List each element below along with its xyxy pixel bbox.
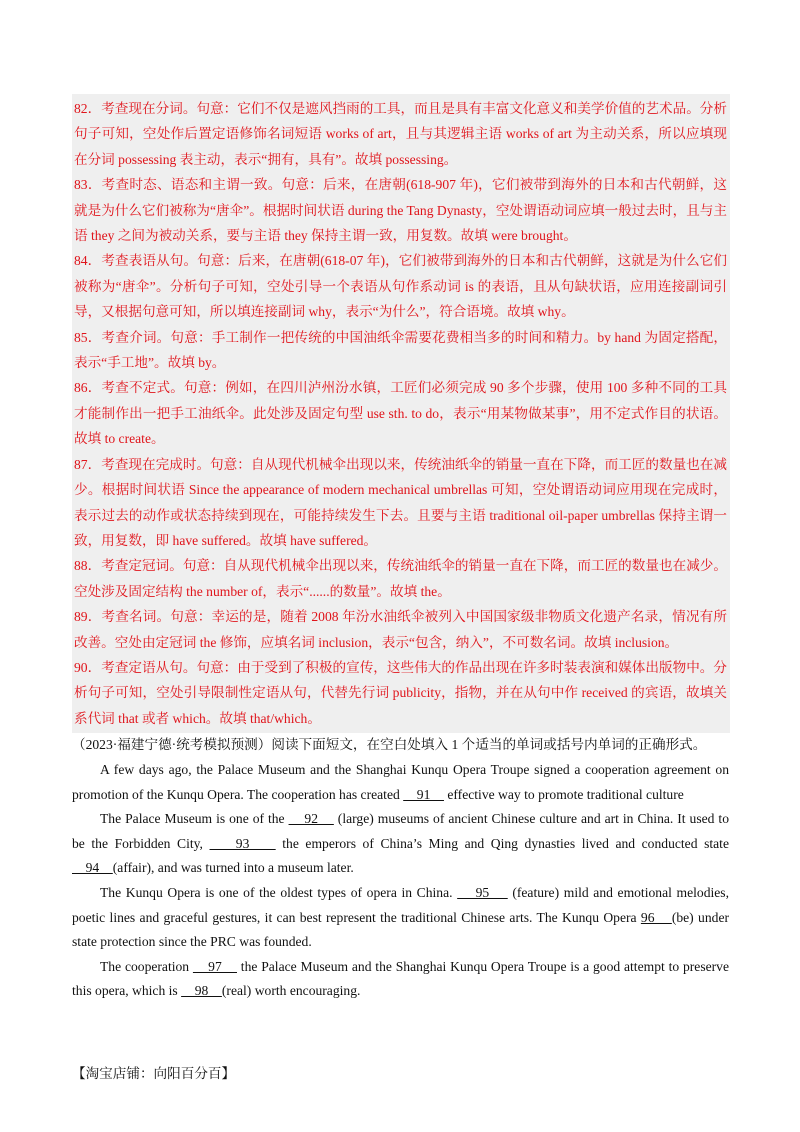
passage-paragraph-2 [72, 807, 729, 881]
answer-82: 82．考查现在分词。句意：它们不仅是遮风挡雨的工具，而且是具有丰富文化意义和美学价值的艺术品。分析句子可知，空处作后置定语修饰名词短语 works of art，且与其逻辑主语 works of art 为主动关系，所以应填现在分词 possessing 表主动，表示“拥有，具有”。故填 possessing。 [74, 101, 727, 167]
exercise-instruction: （2023·福建宁德·统考模拟预测）阅读下面短文，在空白处填入 1 个适当的单词或括号内单词的正确形式。 [72, 737, 707, 752]
passage-text: the Palace Museum and the Shanghai Kunqu Opera Troupe is a good attempt to preserve this opera, which is [72, 958, 729, 999]
blank-95: 95 [457, 884, 508, 900]
answer-83: 83．考查时态、语态和主谓一致。句意：后来，在唐朝(618-907 年)，它们被带到海外的日本和古代朝鲜，这就是为什么它们被称为“唐伞”。根据时间状语 during the Tang Dynasty，空处谓语动词应填一般过去时，且与主语 they 之间为被动关系，要与主语 they 保持主谓一致，用复数。故填 were brought。 [74, 177, 727, 244]
passage-text: (be) under state protection since the PRC was founded. [72, 909, 729, 950]
passage-paragraph-4 [72, 955, 729, 1004]
answer-88: 88．考查定冠词。句意：自从现代机械伞出现以来，传统油纸伞的销量一直在下降，而工匠的数量也在减少。空处涉及固定结构 the number of，表示“......的数量”。故填 the。 [74, 558, 727, 599]
answer-explanations [72, 94, 730, 733]
blank-93: 93 [209, 835, 276, 851]
answer-89: 89．考查名词。句意：幸运的是，随着 2008 年汾水油纸伞被列入中国国家级非物质文化遗产名录，情况有所改善。空处由定冠词 the 修饰，应填名词 inclusion，表示“包含，纳入”，不可数名词。故填 inclusion。 [74, 609, 727, 650]
blank-97: 97 [192, 958, 237, 974]
passage-text: The cooperation [100, 958, 193, 974]
answer-87: 87．考查现在完成时。句意：自从现代机械伞出现以来，传统油纸伞的销量一直在下降，而工匠的数量也在减少。根据时间状语 Since the appearance of modern mechanical umbrellas 可知，空处谓语动词应用现在完成时，表示过去的动作或状态持续到现在，可能持续发生下去。且要与主语 traditional oil-paper umbrellas 保持主谓一致，用复数，即 have suffered。故填 have suffered。 [74, 456, 727, 548]
passage-text: (large) museums of ancient Chinese culture and art in China. It used to be the Forbidden City, [72, 811, 729, 851]
passage-paragraph-3 [72, 881, 729, 955]
answer-90: 90．考查定语从句。句意：由于受到了积极的宣传，这些伟大的作品出现在许多时装表演和媒体出版物中。分析句子可知，空处引导限制性定语从句，代替先行词 publicity，指物，并在从句中作 received 的宾语，故填关系代词 that 或者 which。故填 that/which。 [74, 659, 727, 726]
passage-text: the emperors of China’s Ming and Qing dynasties lived and conducted state [275, 835, 729, 851]
blank-96: 96 [640, 909, 672, 925]
passage-paragraph-1 [72, 758, 729, 807]
answer-84: 84．考查表语从句。句意：后来，在唐朝(618-07 年)，它们被带到海外的日本和古代朝鲜，这就是为什么它们被称为“唐伞”。分析句子可知，空处引导一个表语从句作系动词 is 的表语，且从句缺状语，应用连接副词引导，又根据句意可知，所以填连接副词 why，表示“为什么”，符合语境。故填 why。 [74, 253, 727, 320]
blank-92: 92 [288, 811, 334, 827]
blank-91: 91 [403, 786, 444, 802]
passage-text: A few days ago, the Palace Museum and the Shanghai Kunqu Opera Troupe signed a cooperation agreement on promotion of the Kunqu Opera. The cooperation has created [72, 762, 729, 802]
passage-text: effective way to promote traditional culture [443, 786, 684, 802]
passage-text: The Palace Museum is one of the [100, 811, 289, 827]
passage-text: The Kunqu Opera is one of the oldest types of opera in China. [100, 884, 458, 900]
answer-85: 85．考查介词。句意：手工制作一把传统的中国油纸伞需要花费相当多的时间和精力。by hand 为固定搭配，表示“手工地”。故填 by。 [74, 329, 727, 371]
footer-shop-label: 【淘宝店铺：向阳百分百】 [72, 1066, 236, 1081]
answer-86: 86．考查不定式。句意：例如，在四川泸州汾水镇，工匠们必须完成 90 多个步骤，使用 100 多种不同的工具才能制作出一把手工油纸伞。此处涉及固定句型 use sth. to do，表示“用某物做某事”，用不定式作目的状语。故填 to create。 [74, 380, 727, 447]
blank-94: 94 [72, 860, 113, 876]
blank-98: 98 [181, 983, 222, 999]
cloze-passage [72, 758, 729, 1004]
passage-text: (feature) mild and emotional melodies, poetic lines and graceful gestures, it can best represent the traditional Chinese arts. The Kunqu Opera [72, 884, 729, 925]
passage-text: (affair), and was turned into a museum later. [112, 860, 354, 876]
passage-text: (real) worth encouraging. [221, 983, 361, 999]
